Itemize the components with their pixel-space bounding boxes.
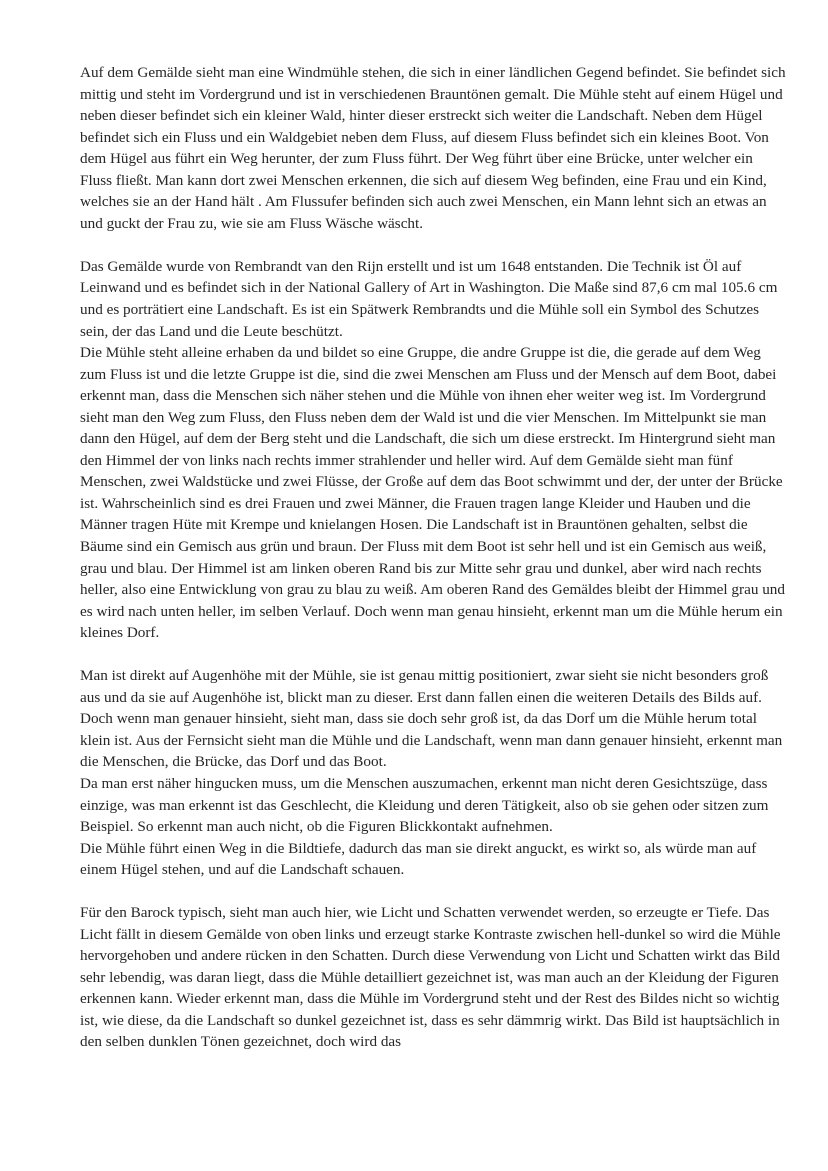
paragraph-spacer <box>80 234 788 256</box>
paragraph-light-shadow: Für den Barock typisch, sieht man auch hier, wie Licht und Schatten verwendet werden, so erzeugte er Tiefe. Das Licht fällt in diesem Gemälde von oben links und erzeugt starke Kontraste zwischen hell-dunkel so wird die Mühle hervorgehoben und andere rücken in den Schatten. Durch diese Verwendung von Licht und Schatten wirkt das Bild sehr lebendig, was daran liegt, dass die Mühle detailliert gezeichnet ist, was man auch an der Kleidung der Figuren erkennen kann. Wieder erkennt man, dass die Mühle im Vordergrund steht und der Rest des Bildes nicht so wichtig ist, wie diese, da die Landschaft so dunkel gezeichnet ist, dass es sehr dämmrig wirkt. Das Bild ist hauptsächlich in den selben dunklen Tönen gezeichnet, doch wird das <box>80 904 781 1051</box>
paragraph-composition-groups: Die Mühle steht alleine erhaben da und bildet so eine Gruppe, die andre Gruppe ist die, die gerade auf dem Weg zum Fluss ist und die letzte Gruppe ist die, sind die zwei Menschen am Fluss und der Mensch auf dem Boot, dabei erkennt man, dass die Menschen sich näher stehen und die Mühle von ihnen eher weiter weg ist. Im Vordergrund sieht man den Weg zum Fluss, den Fluss neben dem der Wald ist und die vier Menschen. Im Mittelpunkt sie man dann den Hügel, auf dem der Berg steht und die Landschaft, die sich um diese erstreckt. Im Hintergrund sieht man den Himmel der von links nach rechts immer strahlender und heller wird. Auf dem Gemälde sieht man fünf Menschen, zwei Waldstücke und zwei Flüsse, der Große auf dem das Boot schwimmt und der, der unter der Brücke ist. Wahrscheinlich sind es drei Frauen und zwei Männer, die Frauen tragen lange Kleider und Hauben und die Männer tragen Hüte mit Krempe und knielangen Hosen. Die Landschaft ist in Brauntönen gehalten, selbst die Bäume sind ein Gemisch aus grün und braun. Der Fluss mit dem Boot ist sehr hell und ist ein Gemisch aus weiß, grau und blau. Der Himmel ist am linken oberen Rand bis zur Mitte sehr grau und dunkel, aber wird nach rechts heller, also eine Entwicklung von grau zu blau zu weiß. Am oberen Rand des Gemäldes bleibt der Himmel grau und es wird nach unten heller, im selben Verlauf. Doch wenn man genau hinsieht, erkennt man um die Mühle herum ein kleines Dorf. <box>80 344 785 642</box>
paragraph-spacer <box>80 644 788 666</box>
paragraph-figures: Da man erst näher hingucken muss, um die Menschen auszumachen, erkennt man nicht deren Gesichtszüge, dass einzige, was man erkennt ist das Geschlecht, die Kleidung und deren Tätigkeit, also ob sie gehen oder sitzen zum Beispiel. So erkennt man auch nicht, ob die Figuren Blickkontakt aufnehmen. <box>80 774 769 836</box>
paragraph-spacer <box>80 881 788 903</box>
paragraph-eye-level: Man ist direkt auf Augenhöhe mit der Mühle, sie ist genau mittig positioniert, zwar sieht sie nicht besonders groß aus und da sie auf Augenhöhe ist, blickt man zu dieser. Erst dann fallen einen die weiteren Details des Bilds auf. Doch wenn man genauer hinsieht, sieht man, dass sie doch sehr groß ist, da das Dorf um die Mühle herum total klein ist. Aus der Fernsicht sieht man die Mühle und die Landschaft, wenn man dann genauer hinsieht, erkennt man die Menschen, die Brücke, das Dorf und das Boot. <box>80 667 783 771</box>
paragraph-depth-path: Die Mühle führt einen Weg in die Bildtiefe, dadurch das man sie direkt anguckt, es wirkt so, als würde man auf einem Hügel stehen, und auf die Landschaft schauen. <box>80 839 757 879</box>
paragraph-artwork-facts: Das Gemälde wurde von Rembrandt van den Rijn erstellt und ist um 1648 entstanden. Die Technik ist Öl auf Leinwand und es befindet sich in der National Gallery of Art in Washington. Die Maße sind 87,6 cm mal 105.6 cm und es porträtiert eine Landschaft. Es ist ein Spätwerk Rembrandts und die Mühle soll ein Symbol des Schutzes sein, der das Land und die Leute beschützt. <box>80 257 778 340</box>
paragraph-painting-description: Auf dem Gemälde sieht man eine Windmühle stehen, die sich in einer ländlichen Gegend befindet. Sie befindet sich mittig und steht im Vordergrund und ist in verschiedenen Brauntönen gemalt. Die Mühle steht auf einem Hügel und neben dieser befindet sich ein kleiner Wald, hinter dieser erstreckt sich weiter die Landschaft. Neben dem Hügel befindet sich ein Fluss und ein Waldgebiet neben dem Fluss, auf diesem Fluss befindet sich ein kleines Boot. Von dem Hügel aus führt ein Weg herunter, der zum Fluss führt. Der Weg führt über eine Brücke, unter welcher ein Fluss fließt. Man kann dort zwei Menschen erkennen, die sich auf diesem Weg befinden, eine Frau und ein Kind, welches sie an der Hand hält . Am Flussufer befinden sich auch zwei Menschen, ein Mann lehnt sich an etwas an und guckt der Frau zu, wie sie am Fluss Wäsche wäscht. <box>80 64 786 232</box>
